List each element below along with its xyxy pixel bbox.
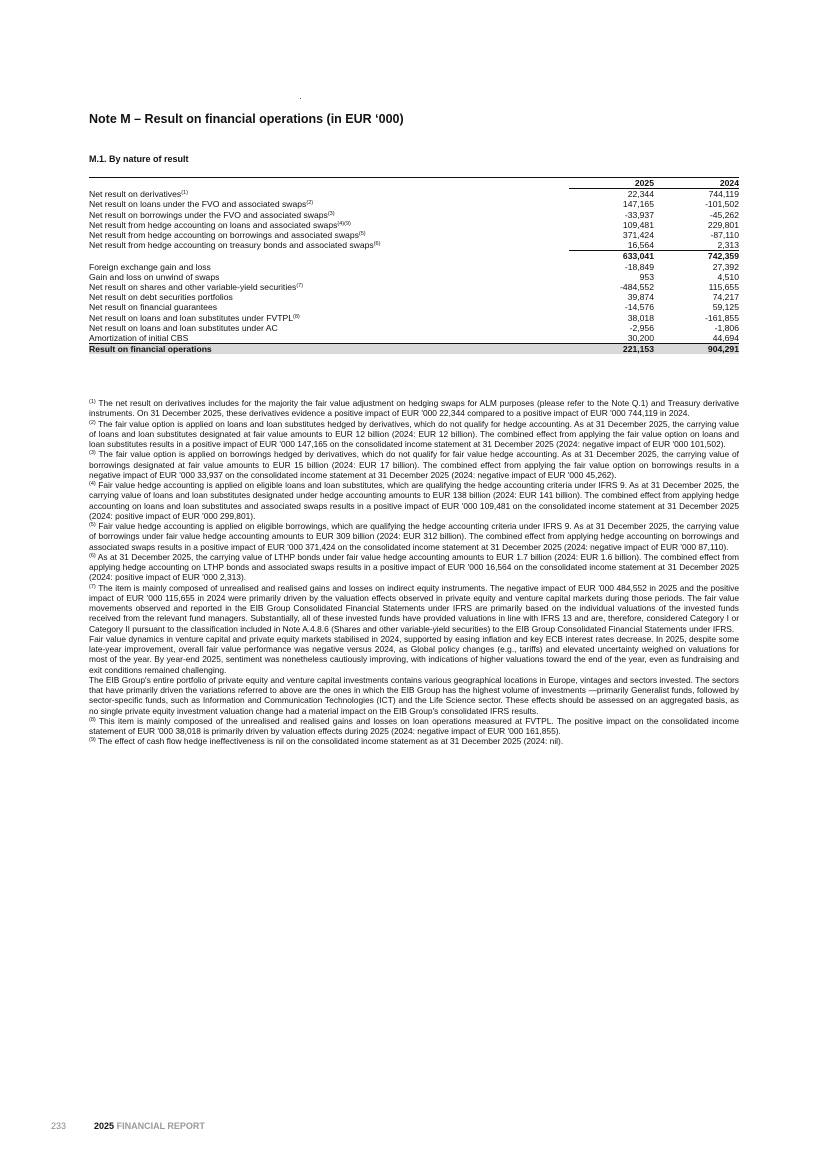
footnote-ref: (2) — [306, 200, 314, 207]
table-row — [89, 302, 739, 312]
row-label — [89, 251, 569, 262]
header-label-cell — [89, 178, 569, 189]
value-2025: 371,424 — [622, 230, 654, 241]
value-2024: -1,806 — [714, 322, 739, 333]
row-label-text: Net result from hedge accounting on borrowings and associated swaps — [89, 230, 359, 241]
footnote-ref: (8) — [292, 313, 300, 320]
row-label — [89, 313, 569, 323]
table-row — [89, 251, 739, 262]
table-row — [89, 333, 739, 344]
table-body — [89, 189, 739, 355]
value-2025: -14,576 — [624, 302, 654, 313]
value-2024: 59,125 — [712, 302, 739, 313]
value-2025: 39,874 — [627, 292, 654, 303]
footnote-marker: (5) — [89, 522, 96, 528]
footnote — [89, 736, 739, 746]
value-2025: -18,849 — [624, 261, 654, 272]
footnote-marker: (6) — [89, 552, 96, 559]
row-label — [89, 282, 569, 292]
table-row — [89, 313, 739, 323]
row-label — [89, 272, 569, 282]
value-2025: 633,041 — [622, 251, 654, 262]
footnote-ref: (4)(9) — [337, 220, 351, 227]
row-label — [89, 344, 569, 355]
footnote-marker: (3) — [89, 450, 96, 457]
footnote-ref: (5) — [358, 231, 366, 238]
value-2024: 744,119 — [708, 189, 739, 200]
row-label-text: Foreign exchange gain and loss — [89, 261, 211, 272]
footnote-marker: (7) — [89, 583, 96, 590]
value-2024: -161,855 — [705, 312, 739, 323]
table-row — [89, 220, 739, 230]
value-2024: -45,262 — [709, 209, 739, 220]
footnote — [89, 634, 739, 675]
row-label — [89, 262, 569, 272]
row-label-text: Net result from hedge accounting on treasury bonds and associated swaps — [89, 240, 374, 251]
footnote-text: The effect of cash flow hedge ineffectiveness is nil on the consolidated income statement as at 31 December 2025 (2024: nil). — [95, 736, 564, 747]
value-2025: 221,153 — [569, 344, 654, 355]
footnote — [89, 521, 739, 552]
row-label — [89, 189, 569, 200]
value-2024: 74,217 — [712, 292, 739, 303]
value-2024: -87,110 — [710, 230, 739, 241]
section-subtitle: M.1. By nature of result — [89, 154, 189, 164]
footnote-text: Fair value hedge accounting is applied on eligible loans and loan substitutes, which are qualifying the hedge accounting criteria under IFRS 9. As at 31 December 2025, the carrying value of loans and loan substitutes designated under hedge accounting amounts to EUR 138 billion (2024: EUR 141 billion). The combined effect from applying hedge accounting on loans and loan substitutes and associated swaps results in a positive impact of EUR '000 109,481 on the consolidated income statement at 31 December 2025 (2024: positive impact of EUR '000 299,801). — [89, 480, 739, 521]
row-label — [89, 220, 569, 230]
header-2025: 2025 — [569, 178, 654, 189]
footnote-text: As at 31 December 2025, the carrying value of LTHP bonds under fair value hedge accounting amounts to EUR 1.7 billion (2024: EUR 1.6 billion). The combined effect from applying hedge accounting on LTHP bonds and associated swaps results in a positive impact of EUR '000 16,564 on the consolidated income statement at 31 December 2025 (2024: positive impact of EUR '000 2,313). — [89, 551, 739, 583]
footnote-ref: (7) — [296, 283, 304, 290]
value-2025: -2,956 — [629, 322, 654, 333]
footnote — [89, 552, 739, 583]
value-2025: 109,481 — [622, 219, 654, 230]
value-2025: -33,937 — [624, 209, 654, 220]
value-2025: -484,552 — [620, 282, 654, 293]
footnote — [89, 480, 739, 521]
value-2025: 953 — [639, 271, 654, 282]
row-label-text: Gain and loss on unwind of swaps — [89, 271, 220, 282]
result-table — [89, 177, 739, 354]
row-label-text: Net result on loans under the FVO and associated swaps — [89, 199, 307, 210]
row-label-text: Net result on debt securities portfolios — [89, 292, 233, 303]
footnote-marker: (8) — [89, 716, 96, 723]
row-label-text: Net result on borrowings under the FVO and associated swaps — [89, 209, 328, 220]
footnote-text: Fair value dynamics in venture capital and private equity markets stabilised in 2024, supported by easing inflation and key ECB interest rates decrease. In 2025, despite some late-year improvement, overall fair value performance was negative versus 2024, as Global policy changes (e.g., tariffs) and elevated uncertainty weighed on valuations for most of the year. By year-end 2025, sentiment was nonetheless cautiously improving, with indications of higher valuations toward the end of the year, even as fundraising and exit conditions remained challenging. — [89, 633, 739, 675]
row-label — [89, 333, 569, 344]
footnote-ref: (1) — [181, 189, 188, 196]
row-label-text: Net result on derivatives — [89, 188, 182, 199]
footnote-text: The EIB Group's entire portfolio of private equity and venture capital investments contains various geographical locations in Europe, vintages and sectors invested. The sectors that have primarily driven the variations referred to above are the ones in which the EIB Group has the highest volume of investments —primarily Generalist funds, followed by sector-specific funds, such as Information and Communication Technologies (ICT) and the Life Science sector. These effects should be assessed on an aggregated basis, as no single private equity investment valuation change had a material impact on the EIB Group's consolidated IFRS results. — [89, 674, 739, 716]
report-year: 2025 — [94, 1121, 115, 1131]
footnote — [89, 675, 739, 716]
row-label — [89, 240, 569, 251]
value-2024: 229,801 — [707, 219, 739, 230]
row-label-text: Net result on loans and loan substitutes under AC — [89, 322, 278, 333]
table-row — [89, 240, 739, 251]
table-row — [89, 344, 739, 355]
value-2024: 742,359 — [707, 251, 739, 262]
footnote-text: The item is mainly composed of unrealised and realised gains and losses on indirect equity instruments. The negative impact of EUR '000 484,552 in 2025 and the positive impact of EUR '000 115,655 in 2024 were primarily driven by the valuation effects observed in private equity and venture capital markets during those periods. The fair value movements observed and reported in the EIB Group Consolidated Financial Statements under IFRS are primarily based on the individual valuations of the invested funds received from the relevant fund managers. Substantially, all of these invested funds have provided valuations in line with IFRS 13 and are, therefore, considered Category I or Category II pursuant to the classification included in Note A.4.8.6 (Shares and other variable-yield securities) to the EIB Group Consolidated Financial Statements under IFRS. — [89, 582, 739, 634]
row-label-text: Net result on shares and other variable-yield securities — [89, 282, 297, 293]
table-row — [89, 323, 739, 333]
footnote — [89, 583, 739, 634]
footnotes — [89, 398, 739, 747]
value-2024: 27,392 — [712, 261, 739, 272]
value-2024: 904,291 — [654, 344, 739, 355]
footnote-marker: (1) — [89, 399, 96, 405]
row-label-text: Net result on loans and loan substitutes under FVTPL — [89, 312, 293, 323]
footnote-text: The net result on derivatives includes for the majority the fair value adjustment on hedging swaps for ALM purposes (please refer to the Note Q.1) and Treasury derivative instruments. On 31 December 2025, these derivatives evidence a positive impact of EUR '000 22,344 compared to a positive impact of EUR '000 744,119 in 2024. — [89, 398, 739, 419]
table-row — [89, 272, 739, 282]
value-2025: 16,564 — [569, 240, 654, 251]
value-2024: -101,502 — [705, 199, 739, 210]
table-header-row — [89, 178, 739, 189]
row-label — [89, 292, 569, 302]
value-2025: 22,344 — [627, 189, 654, 200]
page-footer — [51, 1121, 205, 1131]
page-number: 233 — [51, 1121, 67, 1131]
row-label-text: Amortization of initial CBS — [89, 333, 189, 344]
table-row — [89, 210, 739, 220]
table-row — [89, 230, 739, 240]
value-2024: 2,313 — [654, 240, 739, 251]
value-2025: 147,165 — [622, 199, 654, 210]
footnote-ref: (6) — [373, 241, 381, 248]
footnote-text: The fair value option is applied on borrowings hedged by derivatives, which do not qualify for fair value hedge accounting. As at 31 December 2025, the carrying value of borrowings designated at fair value amounts to EUR 15 billion (2024: EUR 17 billion). The combined effect from applying the fair value option on borrowings results in a negative impact of EUR '000 33,937 on the consolidated income statement at 31 December 2025 (2024: negative impact of EUR '000 45,262). — [89, 449, 739, 480]
footnote-text: The fair value option is applied on loans and loan substitutes hedged by derivatives, which do not qualify for hedge accounting. As at 31 December 2025, the carrying value of loans and loan substitutes designated at fair value amounts to EUR 12 billion (2024: EUR 12 billion). The combined effect from applying the fair value option on loans and loan substitutes results in a positive impact of EUR '000 147,165 on the consolidated income statement at 31 December 2025 (2024: negative impact of EUR '000 101,502). — [89, 418, 739, 449]
table-row — [89, 282, 739, 292]
row-label-text: Net result from hedge accounting on loans and associated swaps — [89, 219, 338, 230]
row-label — [89, 323, 569, 333]
table-row — [89, 292, 739, 302]
footnote-marker: (9) — [89, 737, 96, 744]
value-2024: 4,510 — [717, 271, 739, 282]
footnote-marker: (2) — [89, 419, 96, 426]
report-name: FINANCIAL REPORT — [116, 1121, 205, 1131]
value-2024: 44,694 — [712, 333, 739, 344]
row-label — [89, 199, 569, 209]
footnote-text: Fair value hedge accounting is applied on eligible borrowings, which are qualifying the hedge accounting criteria under IFRS 9. As at 31 December 2025, the carrying value of borrowings under fair value hedge accounting amounts to EUR 309 billion (2024: EUR 312 billion). The combined effect from applying hedge accounting on borrowings and associated swaps results in a positive impact of EUR '000 371,424 on the consolidated income statement at 31 December 2025 (2024: negative impact of EUR '000 87,110). — [89, 521, 739, 552]
footnote-text: This item is mainly composed of the unrealised and realised gains and losses on loan operations measured at FVTPL. The positive impact on the consolidated income statement of EUR '000 38,018 is primarily driven by valuation effects during 2025 (2024: negative impact of EUR '000 161,855). — [89, 715, 739, 736]
row-label — [89, 210, 569, 220]
row-label — [89, 230, 569, 240]
footnote — [89, 419, 739, 450]
row-label-text: Result on financial operations — [89, 344, 212, 355]
footnote-ref: (3) — [327, 210, 335, 217]
value-2025: 38,018 — [627, 312, 654, 323]
footnote — [89, 716, 739, 737]
note-title: Note M – Result on financial operations (in EUR ‘000) — [89, 112, 404, 126]
header-2024: 2024 — [654, 178, 739, 189]
value-2025: 30,200 — [627, 333, 654, 344]
value-2024: 115,655 — [708, 282, 739, 293]
table-row — [89, 262, 739, 272]
row-label-text: Net result on financial guarantees — [89, 302, 218, 313]
table-row — [89, 199, 739, 209]
footnote — [89, 449, 739, 480]
row-label — [89, 302, 569, 312]
table-row — [89, 189, 739, 200]
footnote — [89, 398, 739, 419]
footnote-marker: (4) — [89, 481, 96, 487]
stray-dot — [300, 98, 301, 99]
